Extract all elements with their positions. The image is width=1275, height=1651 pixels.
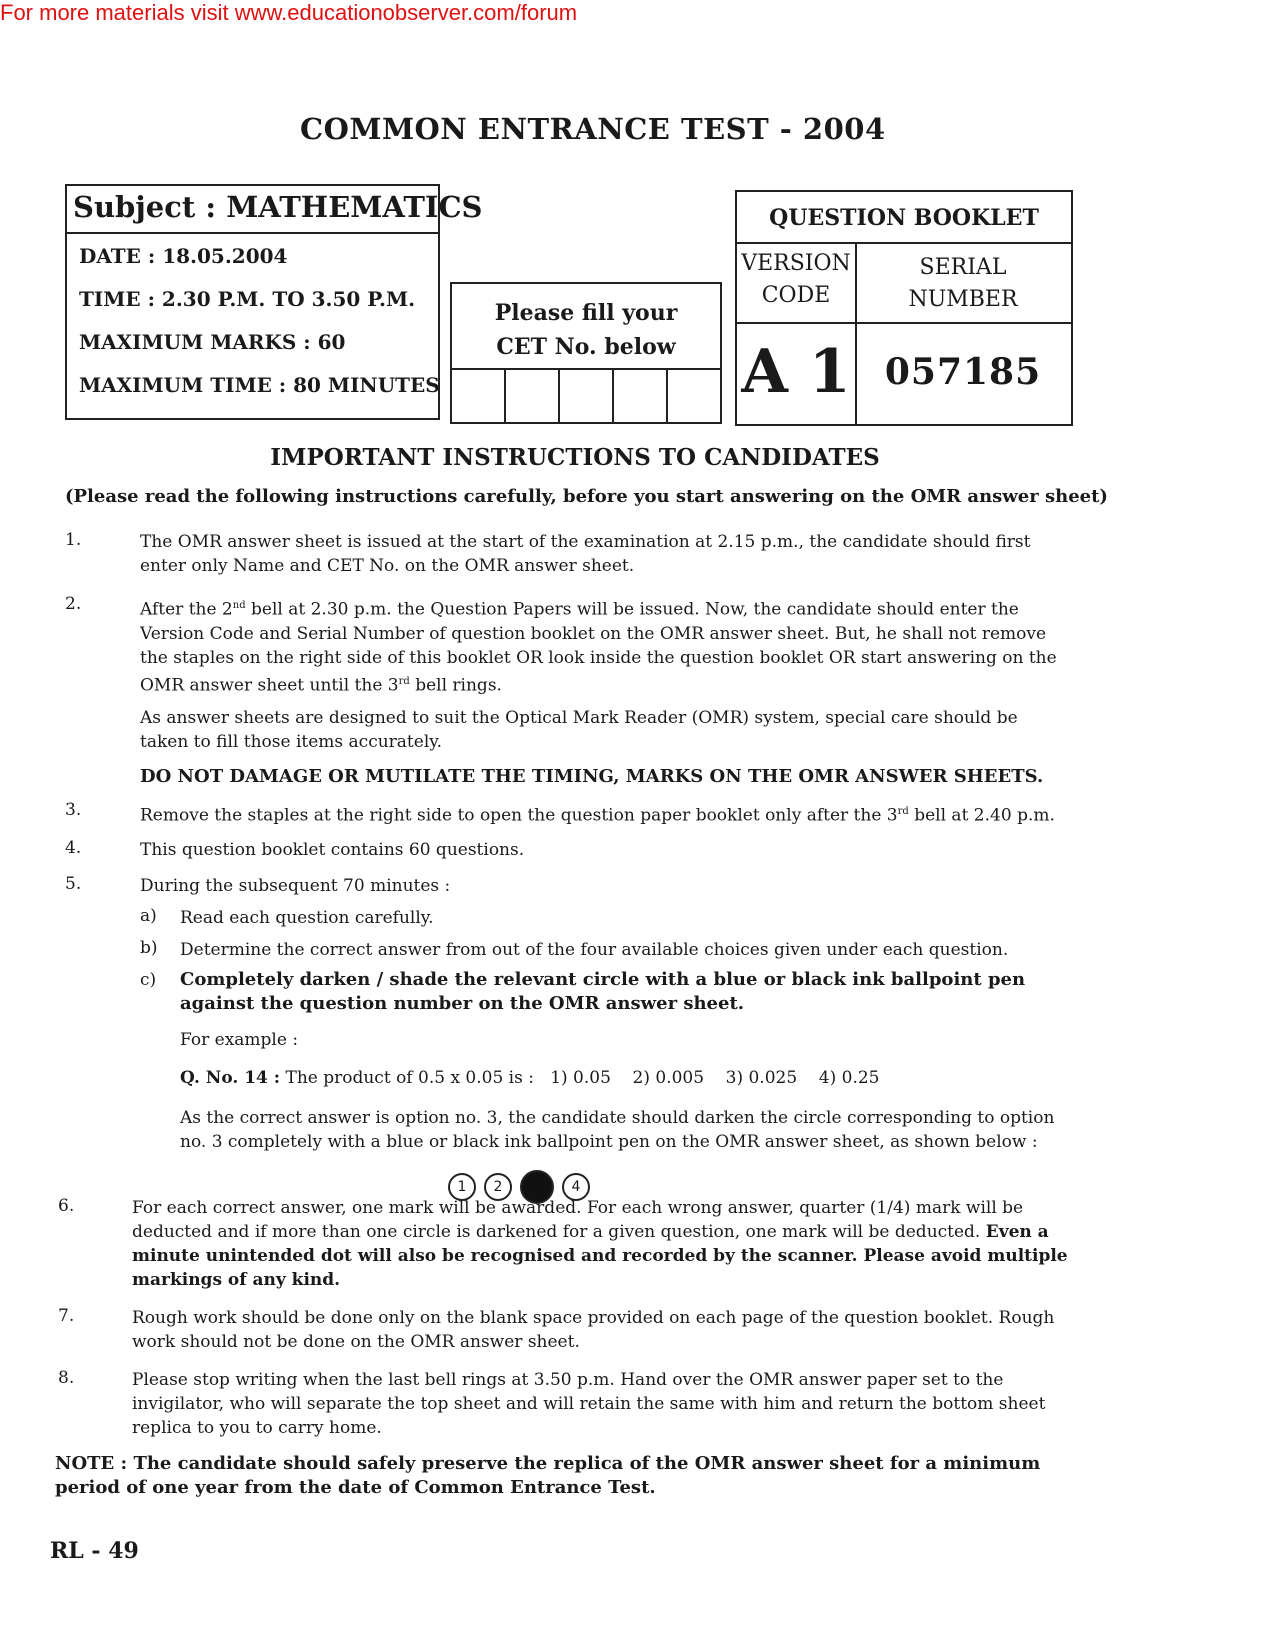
- exam-max-time: MAXIMUM TIME : 80 MINUTES: [79, 373, 440, 397]
- note: [55, 1452, 1075, 1500]
- cet-digit-cell[interactable]: [560, 370, 614, 422]
- cet-instruction: [452, 296, 720, 364]
- question-booklet-box: [735, 190, 1073, 426]
- ordinal-suffix: rd: [897, 806, 909, 817]
- instruction-number: 5.: [65, 874, 82, 894]
- cet-number-box: [450, 282, 722, 424]
- example-question-number: Q. No. 14 :: [180, 1068, 281, 1088]
- instruction-2: [140, 594, 1070, 697]
- instruction-2-part: bell at 2.30 p.m. the Question Papers will be issued. Now, the candidate should enter the Version Code and Serial Number of question booklet on the OMR answer sheet. But, he shall not remove the staples on the right side of this booklet OR look inside the question booklet OR start answering on the OMR answer sheet until the 3: [140, 599, 1057, 696]
- option-bubble: 4: [562, 1173, 590, 1201]
- instruction-5b: Determine the correct answer from out of the four available choices given under each question.: [180, 940, 1009, 960]
- instruction-6-text: For each correct answer, one mark will be awarded. For each wrong answer, quarter (1/4) mark will be deducted and if more than one circle is darkened for a given question, one mark will be deducted.: [132, 1198, 1024, 1242]
- version-code-value: A 1: [741, 337, 851, 407]
- omr-warning: DO NOT DAMAGE OR MUTILATE THE TIMING, MARKS ON THE OMR ANSWER SHEETS.: [140, 766, 1044, 787]
- instruction-6: [132, 1196, 1072, 1292]
- instruction-number: 4.: [65, 838, 82, 858]
- cet-digit-cell[interactable]: [506, 370, 560, 422]
- instruction-number: 8.: [58, 1368, 75, 1388]
- instruction-number: 7.: [58, 1306, 75, 1326]
- instruction-4: This question booklet contains 60 questions.: [140, 840, 525, 860]
- instruction-8: Please stop writing when the last bell rings at 3.50 p.m. Hand over the OMR answer paper set to the invigilator, who will separate the top sheet and will retain the same with him and return the bottom sheet replica to you to carry home.: [132, 1370, 1046, 1438]
- instruction-5: During the subsequent 70 minutes :: [140, 876, 451, 896]
- instruction-5c: Completely darken / shade the relevant circle with a blue or black ink ballpoint pen against the question number on the OMR answer sheet.: [180, 969, 1026, 1014]
- instructions-heading: IMPORTANT INSTRUCTIONS TO CANDIDATES: [270, 444, 880, 471]
- example-label: For example :: [180, 1030, 299, 1050]
- instruction-number: 1.: [65, 530, 82, 550]
- serial-number-label: [855, 252, 1071, 316]
- version-code-label: [737, 248, 855, 312]
- instruction-1: The OMR answer sheet is issued at the start of the examination at 2.15 p.m., the candidate should first enter only Name and CET No. on the OMR answer sheet.: [140, 532, 1031, 576]
- cet-line-1: Please fill your: [494, 300, 678, 326]
- omr-note: As answer sheets are designed to suit the Optical Mark Reader (OMR) system, special care should be taken to fill those items accurately.: [140, 708, 1018, 752]
- note-label: NOTE :: [55, 1453, 128, 1474]
- instruction-3-part: bell at 2.40 p.m.: [908, 805, 1055, 826]
- ordinal-suffix: nd: [232, 600, 246, 611]
- sub-item-label: c): [140, 970, 157, 990]
- cet-number-grid: [452, 368, 720, 422]
- exam-info-box: [65, 232, 440, 420]
- cet-digit-cell[interactable]: [614, 370, 668, 422]
- option-bubble: 1: [448, 1173, 476, 1201]
- instruction-7: Rough work should be done only on the blank space provided on each page of the question booklet. Rough work should not be done on the OMR answer sheet.: [132, 1308, 1055, 1352]
- example-question-text: The product of 0.5 x 0.05 is : 1) 0.05 2) 0.005 3) 0.025 4) 0.25: [285, 1068, 880, 1088]
- exam-max-marks: MAXIMUM MARKS : 60: [79, 330, 346, 354]
- instruction-number: 2.: [65, 594, 82, 614]
- instruction-2-part: After the 2: [140, 599, 233, 620]
- example-explanation: As the correct answer is option no. 3, the candidate should darken the circle corresponding to option no. 3 completely with a blue or black ink ballpoint pen on the OMR answer sheet, as shown below :: [180, 1108, 1055, 1152]
- option-bubble: 2: [484, 1173, 512, 1201]
- version-label-line-1: VERSION: [741, 251, 851, 276]
- version-label-line-2: CODE: [761, 283, 831, 308]
- note-text: The candidate should safely preserve the replica of the OMR answer sheet for a minimum period of one year from the date of Common Entrance Test.: [55, 1453, 1041, 1498]
- serial-label-line-1: SERIAL: [919, 255, 1007, 280]
- sub-item-label: a): [140, 906, 157, 926]
- exam-date: DATE : 18.05.2004: [79, 244, 288, 268]
- serial-label-line-2: NUMBER: [908, 287, 1018, 312]
- instruction-3-part: Remove the staples at the right side to open the question paper booklet only after the 3: [140, 805, 898, 826]
- watermark-link[interactable]: For more materials visit www.educationobserver.com/forum: [0, 0, 578, 25]
- page-code: RL - 49: [50, 1538, 139, 1564]
- instruction-6-emphasis: Even a minute unintended dot will also be recognised and recorded by the scanner. Please avoid multiple markings of any kind.: [132, 1222, 1068, 1290]
- cet-digit-cell[interactable]: [452, 370, 506, 422]
- booklet-title: QUESTION BOOKLET: [737, 192, 1071, 244]
- instructions-subheading: (Please read the following instructions carefully, before you start answering on the OMR answer sheet): [65, 486, 1108, 507]
- instruction-number: 6.: [58, 1196, 75, 1216]
- cet-line-2: CET No. below: [496, 334, 676, 360]
- page-title: COMMON ENTRANCE TEST - 2004: [300, 112, 886, 146]
- serial-number-value: 057185: [884, 351, 1042, 393]
- subject-label: Subject : MATHEMATICS: [65, 184, 440, 234]
- example-question: [180, 1066, 1070, 1090]
- instruction-5a: Read each question carefully.: [180, 908, 434, 928]
- ordinal-suffix: rd: [398, 675, 410, 687]
- instruction-3: [140, 800, 1070, 828]
- sub-item-label: b): [140, 938, 158, 958]
- instruction-number: 3.: [65, 800, 82, 820]
- exam-time: TIME : 2.30 P.M. TO 3.50 P.M.: [79, 287, 416, 311]
- cet-digit-cell[interactable]: [668, 370, 720, 422]
- instruction-2-part: bell rings.: [409, 675, 502, 696]
